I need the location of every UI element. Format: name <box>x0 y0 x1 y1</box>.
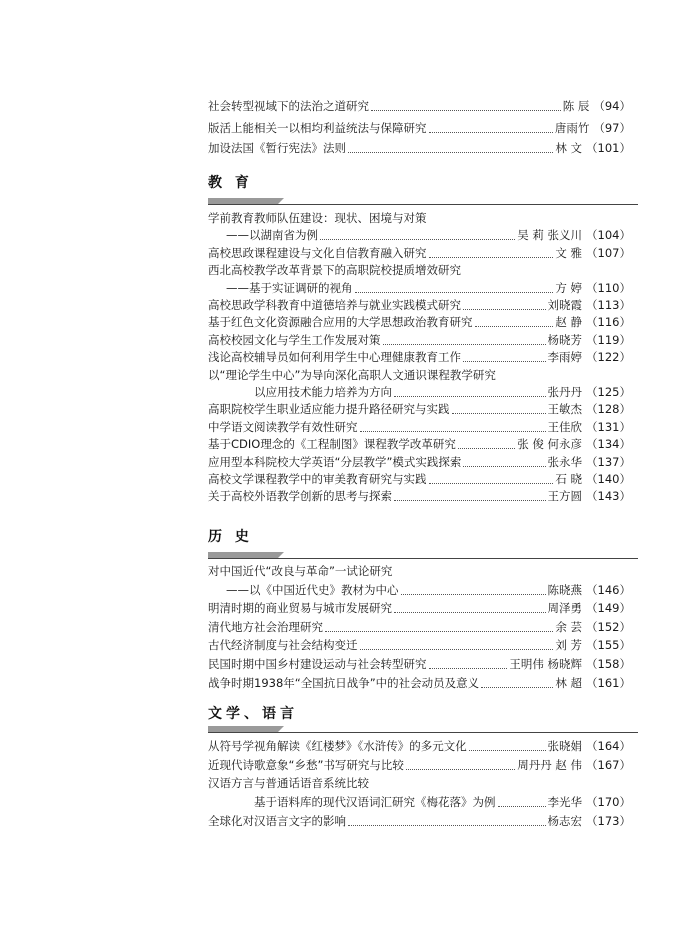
toc-entry-title: 以“理论学生中心”为导向深化高职人文通识课程教学研究 <box>208 368 496 382</box>
toc-entry[interactable] <box>208 600 631 616</box>
toc-entry-title: 高校文学课程教学中的审美教育研究与实践 <box>208 472 427 486</box>
toc-entry-page: （125） <box>586 385 631 399</box>
toc-entry-title: 高校思政学科教育中道德培养与就业实践模式研究 <box>208 298 461 312</box>
dot-leader <box>458 447 515 449</box>
toc-entry-title: 加设法国《暂行宪法》法则 <box>208 141 346 155</box>
toc-entry-page: （122） <box>586 350 631 364</box>
toc-entry-page: （164） <box>586 739 631 753</box>
toc-entry-author: 杨志宏 <box>547 814 583 828</box>
toc-entry[interactable] <box>208 582 631 598</box>
toc-entry-author: 张永华 <box>547 455 583 469</box>
dot-leader <box>394 395 546 397</box>
toc-entry-page: （152） <box>586 620 631 634</box>
dot-leader <box>463 308 546 310</box>
toc-entry-page: （110） <box>586 281 631 295</box>
dot-leader <box>325 630 553 632</box>
toc-entry-page: （173） <box>586 814 631 828</box>
toc-entry-author: 杨晓芳 <box>547 333 583 347</box>
toc-entry[interactable] <box>208 280 631 296</box>
toc-entry-page: （149） <box>586 601 631 615</box>
dot-leader <box>348 151 553 153</box>
toc-entry-title: 以应用技术能力培养为方向 <box>254 385 392 399</box>
toc-entry-author: 唐雨竹 <box>554 121 590 135</box>
toc-entry-title: 明清时期的商业贸易与城市发展研究 <box>208 601 392 615</box>
toc-entry-page: （170） <box>586 795 631 809</box>
toc-entry-title: 全球化对汉语言文字的影响 <box>208 814 346 828</box>
toc-entry[interactable] <box>208 488 631 504</box>
toc-entry-page: （137） <box>586 455 631 469</box>
toc-entry-author: 周丹丹 赵 伟 <box>517 758 583 772</box>
toc-entry-author: 李雨婷 <box>547 350 583 364</box>
toc-entry-title: ——基于实证调研的视角 <box>226 281 353 295</box>
toc-entry-author: 周泽勇 <box>547 601 583 615</box>
toc-entry-title: 近现代诗歌意象“乡愁”书写研究与比较 <box>208 758 404 772</box>
toc-entry-author: 林 超 <box>555 676 583 690</box>
dot-leader <box>383 343 546 345</box>
toc-entry-author: 张晓娟 <box>547 739 583 753</box>
toc-entry-title: 应用型本科院校大学英语“分层教学”模式实践探索 <box>208 455 462 469</box>
toc-entry-author: 刘 芳 <box>555 638 583 652</box>
toc-entry[interactable] <box>208 349 631 365</box>
toc-entry-author: 王明伟 杨晓辉 <box>509 657 583 671</box>
toc-entry-author: 石 晓 <box>555 472 583 486</box>
toc-entry[interactable] <box>208 332 631 348</box>
toc-entry-page: （134） <box>586 437 631 451</box>
toc-entry[interactable] <box>208 775 631 791</box>
toc-entry-author: 刘晓霞 <box>547 298 583 312</box>
toc-entry[interactable] <box>208 210 631 226</box>
toc-entry-author: 余 芸 <box>555 620 583 634</box>
toc-entry-author: 文 雅 <box>555 246 583 260</box>
section-rule <box>208 198 638 206</box>
dot-leader <box>429 667 508 669</box>
toc-entry[interactable] <box>208 563 631 579</box>
toc-entry-title: 西北高校教学改革背景下的高职院校提质增效研究 <box>208 263 461 277</box>
toc-entry-title: 从符号学视角解读《红楼梦》《水浒传》的多元文化 <box>208 739 467 753</box>
dot-leader <box>429 256 554 258</box>
toc-entry[interactable] <box>208 245 631 261</box>
toc-entry-author: 王敏杰 <box>547 402 583 416</box>
dot-leader <box>452 412 546 414</box>
toc-entry-title: ——以湖南省为例 <box>226 228 318 242</box>
toc-entry-title: 战争时期1938年“全国抗日战争”中的社会动员及意义 <box>208 676 480 690</box>
dot-leader <box>360 648 554 650</box>
toc-entry-title: 古代经济制度与社会结构变迁 <box>208 638 358 652</box>
toc-entry[interactable] <box>208 314 631 330</box>
toc-entry-author: 张 俊 何永彦 <box>517 437 583 451</box>
toc-entry-title: 对中国近代“改良与革命”一试论研究 <box>208 564 393 578</box>
toc-entry-page: （97） <box>593 121 631 135</box>
toc-entry[interactable] <box>208 227 631 243</box>
dot-leader <box>463 465 545 467</box>
toc-entry[interactable] <box>208 656 631 672</box>
toc-entry[interactable] <box>208 637 631 653</box>
toc-entry-title: 版活上能相关一以相均利益统法与保障研究 <box>208 121 427 135</box>
toc-entry[interactable] <box>208 813 631 829</box>
dot-leader <box>360 430 546 432</box>
toc-entry-author: 方 婷 <box>555 281 583 295</box>
toc-entry-title: 民国时期中国乡村建设运动与社会转型研究 <box>208 657 427 671</box>
section-rule <box>208 726 638 734</box>
toc-entry-author: 陈 辰 <box>562 99 590 113</box>
toc-entry-author: 吴 莉 张义川 <box>517 228 583 242</box>
toc-entry-author: 王佳欣 <box>547 420 583 434</box>
dot-leader <box>320 238 515 240</box>
toc-entry[interactable] <box>208 262 631 278</box>
toc-entry[interactable] <box>208 384 631 400</box>
toc-entry[interactable] <box>208 419 631 435</box>
toc-entry[interactable] <box>208 794 631 810</box>
toc-entry-page: （158） <box>586 657 631 671</box>
toc-entry[interactable] <box>208 140 631 156</box>
toc-entry[interactable] <box>208 738 631 754</box>
dot-leader <box>463 360 546 362</box>
toc-entry-title: 基于红色文化资源融合应用的大学思想政治教育研究 <box>208 315 473 329</box>
toc-entry[interactable] <box>208 436 631 452</box>
toc-entry[interactable] <box>208 367 631 383</box>
toc-entry-title: 高职院校学生职业适应能力提升路径研究与实践 <box>208 402 450 416</box>
toc-entry-page: （119） <box>586 333 631 347</box>
toc-entry-page: （131） <box>586 420 631 434</box>
toc-entry-title: 浅论高校辅导员如何利用学生中心理健康教育工作 <box>208 350 461 364</box>
toc-entry[interactable] <box>208 757 631 773</box>
toc-entry[interactable] <box>208 619 631 635</box>
toc-entry-page: （116） <box>586 315 631 329</box>
toc-entry[interactable] <box>208 675 631 691</box>
toc-entry-page: （101） <box>586 141 631 155</box>
toc-entry[interactable] <box>208 98 631 114</box>
dot-leader <box>348 824 546 826</box>
toc-entry-page: （113） <box>586 298 631 312</box>
toc-entry-page: （140） <box>586 472 631 486</box>
dot-leader <box>469 749 546 751</box>
toc-entry-page: （128） <box>586 402 631 416</box>
toc-entry-page: （167） <box>586 758 631 772</box>
toc-entry-author: 王方圆 <box>547 489 583 503</box>
dot-leader <box>355 291 554 293</box>
toc-entry-author: 张丹丹 <box>547 385 583 399</box>
toc-entry-title: 高校思政课程建设与文化自信教育融入研究 <box>208 246 427 260</box>
toc-entry-title: 学前教育教师队伍建设：现状、困境与对策 <box>208 211 427 225</box>
section-heading: 文学、语言 <box>208 706 298 722</box>
toc-entry-title: 基于语料库的现代汉语词汇研究《梅花落》为例 <box>254 795 496 809</box>
toc-entry-title: 中学语文阅读教学有效性研究 <box>208 420 358 434</box>
toc-entry-title: 关于高校外语教学创新的思考与探索 <box>208 489 392 503</box>
toc-entry-title: 清代地方社会治理研究 <box>208 620 323 634</box>
dot-leader <box>429 131 553 133</box>
toc-entry[interactable] <box>208 401 631 417</box>
dot-leader <box>406 768 515 770</box>
toc-entry-page: （161） <box>586 676 631 690</box>
toc-entry-title: 社会转型视域下的法治之道研究 <box>208 99 369 113</box>
dot-leader <box>371 109 561 111</box>
dot-leader <box>481 686 553 688</box>
toc-entry-title: 高校校园文化与学生工作发展对策 <box>208 333 381 347</box>
toc-entry[interactable] <box>208 454 631 470</box>
toc-entry[interactable] <box>208 120 631 136</box>
toc-entry-page: （146） <box>586 583 631 597</box>
toc-entry-page: （104） <box>586 228 631 242</box>
toc-entry-title: 汉语方言与普通话语音系统比较 <box>208 776 369 790</box>
section-heading: 教 育 <box>208 175 253 191</box>
dot-leader <box>429 482 554 484</box>
dot-leader <box>498 805 546 807</box>
dot-leader <box>475 325 554 327</box>
toc-entry-page: （94） <box>593 99 631 113</box>
toc-entry-author: 林 文 <box>555 141 583 155</box>
dot-leader <box>394 611 546 613</box>
toc-entry-title: 基于CDIO理念的《工程制图》课程教学改革研究 <box>208 437 456 451</box>
toc-entry[interactable] <box>208 471 631 487</box>
toc-entry-page: （155） <box>586 638 631 652</box>
toc-entry-author: 陈晓燕 <box>547 583 583 597</box>
toc-entry[interactable] <box>208 297 631 313</box>
toc-entry-author: 李光华 <box>547 795 583 809</box>
toc-entry-author: 赵 静 <box>555 315 583 329</box>
toc-entry-title: ——以《中国近代史》教材为中心 <box>226 583 399 597</box>
toc-entry-page: （107） <box>586 246 631 260</box>
section-rule <box>208 552 638 560</box>
dot-leader <box>401 593 546 595</box>
section-heading: 历 史 <box>208 529 253 545</box>
toc-entry-page: （143） <box>586 489 631 503</box>
dot-leader <box>394 499 546 501</box>
